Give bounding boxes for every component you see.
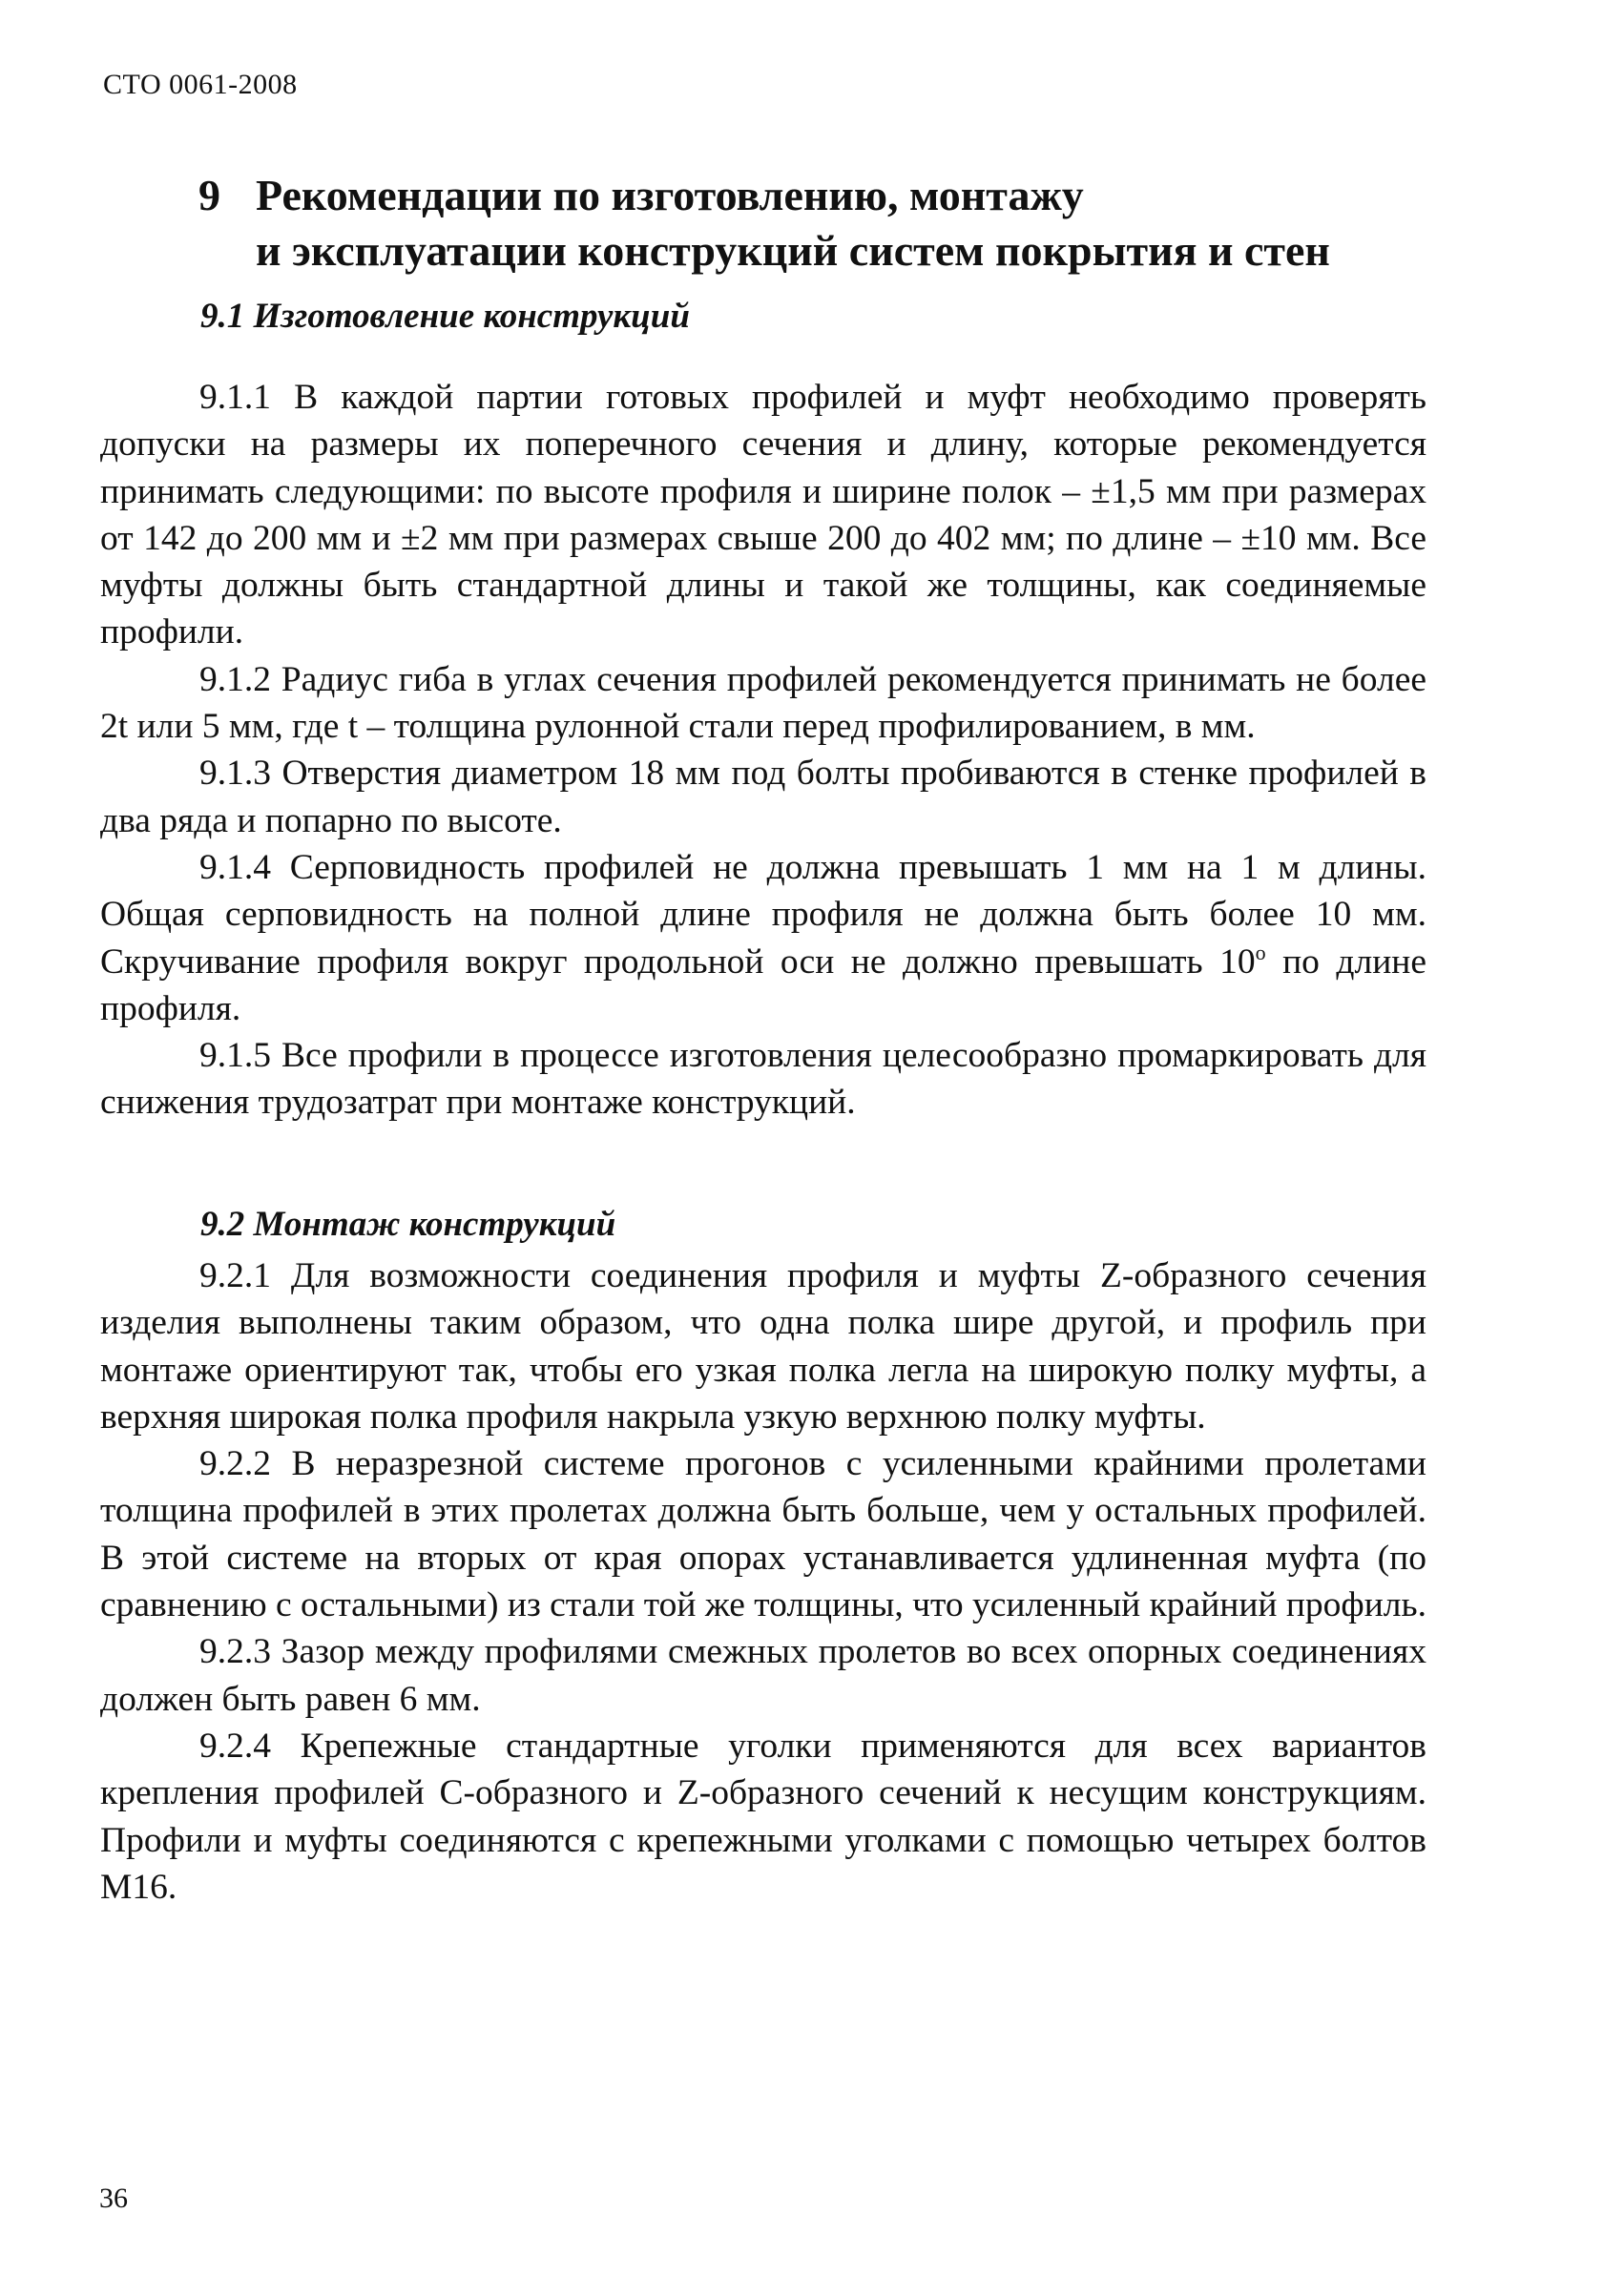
subsection-title-manufacturing: 9.1 Изготовление конструкций xyxy=(200,297,690,336)
paragraph-9-2-3: 9.2.3 Зазор между профилями смежных пролетов во всех опорных соединениях должен быть равен 6 мм. xyxy=(100,1632,1426,1719)
section-title-line-2: и эксплуатации конструкций систем покрытия и стен xyxy=(256,226,1330,275)
section-title-line-1: Рекомендации по изготовлению, монтажу xyxy=(256,171,1084,219)
paragraph-9-1-2: 9.1.2 Радиус гиба в углах сечения профилей рекомендуется принимать не более 2t или 5 мм, где t – толщина рулонной стали перед профилированием, в мм. xyxy=(100,659,1426,747)
paragraph-9-1-3: 9.1.3 Отверстия диаметром 18 мм под болты пробиваются в стенке профилей в два ряда и попарно по высоте. xyxy=(100,754,1426,840)
degree-superscript: o xyxy=(1255,940,1266,964)
page-number: 36 xyxy=(99,2182,128,2214)
paragraph-9-1-4 xyxy=(100,844,1426,1032)
paragraph-9-1-5: 9.1.5 Все профили в процессе изготовления целесообразно промаркировать для снижения трудозатрат при монтаже конструкций. xyxy=(100,1036,1426,1123)
section-number: 9 xyxy=(198,171,220,219)
paragraph-9-1-1: 9.1.1 В каждой партии готовых профилей и муфт необходимо проверять допуски на размеры их поперечного сечения и длину, которые рекомендуется принимать следующими: по высоте профиля и ширине полок – ±1,5 мм при размерах от 142 до 200 мм и ±2 мм при размерах свыше 200 до 402 мм; по длине – ±10 мм. Все муфты должны быть стандартной длины и такой же толщины, как соединяемые профили. xyxy=(100,378,1426,652)
manufacturing-text xyxy=(100,374,1426,1127)
paragraph-9-1-4-tail: по длине профиля. xyxy=(100,941,1426,1028)
subsection-title-installation: 9.2 Монтаж конструкций xyxy=(200,1205,616,1244)
paragraph-9-2-2: 9.2.2 В неразрезной системе прогонов с усиленными крайними пролетами толщина профилей в этих пролетах должна быть больше, чем у остальных профилей. В этой системе на вторых от края опорах устанавливается удлиненная муфта (по сравнению с остальными) из стали той же толщины, что усиленный крайний профиль. xyxy=(100,1444,1426,1625)
paragraph-9-2-1: 9.2.1 Для возможности соединения профиля и муфты Z-образного сечения изделия выполнены таким образом, что одна полка шире другой, и профиль при монтаже ориентируют так, чтобы его узкая полка легла на широкую полку муфты, а верхняя широкая полка профиля накрыла узкую верхнюю полку муфты. xyxy=(100,1256,1426,1437)
document-code: СТО 0061-2008 xyxy=(103,69,298,100)
paragraph-9-2-4: 9.2.4 Крепежные стандартные уголки применяются для всех вариантов крепления профилей С-образного и Z-образного сечений к несущим конструкциям. Профили и муфты соединяются с крепежными уголками с помощью четырех болтов М16. xyxy=(100,1726,1426,1907)
paragraph-9-1-4-body: 9.1.4 Серповидность профилей не должна превышать 1 мм на 1 м длины. Общая серповидность на полной длине профиля не должна быть более 10 мм. Скручивание профиля вокруг продольной оси не должно превышать 10 xyxy=(100,847,1426,982)
installation-text xyxy=(100,1252,1426,1911)
